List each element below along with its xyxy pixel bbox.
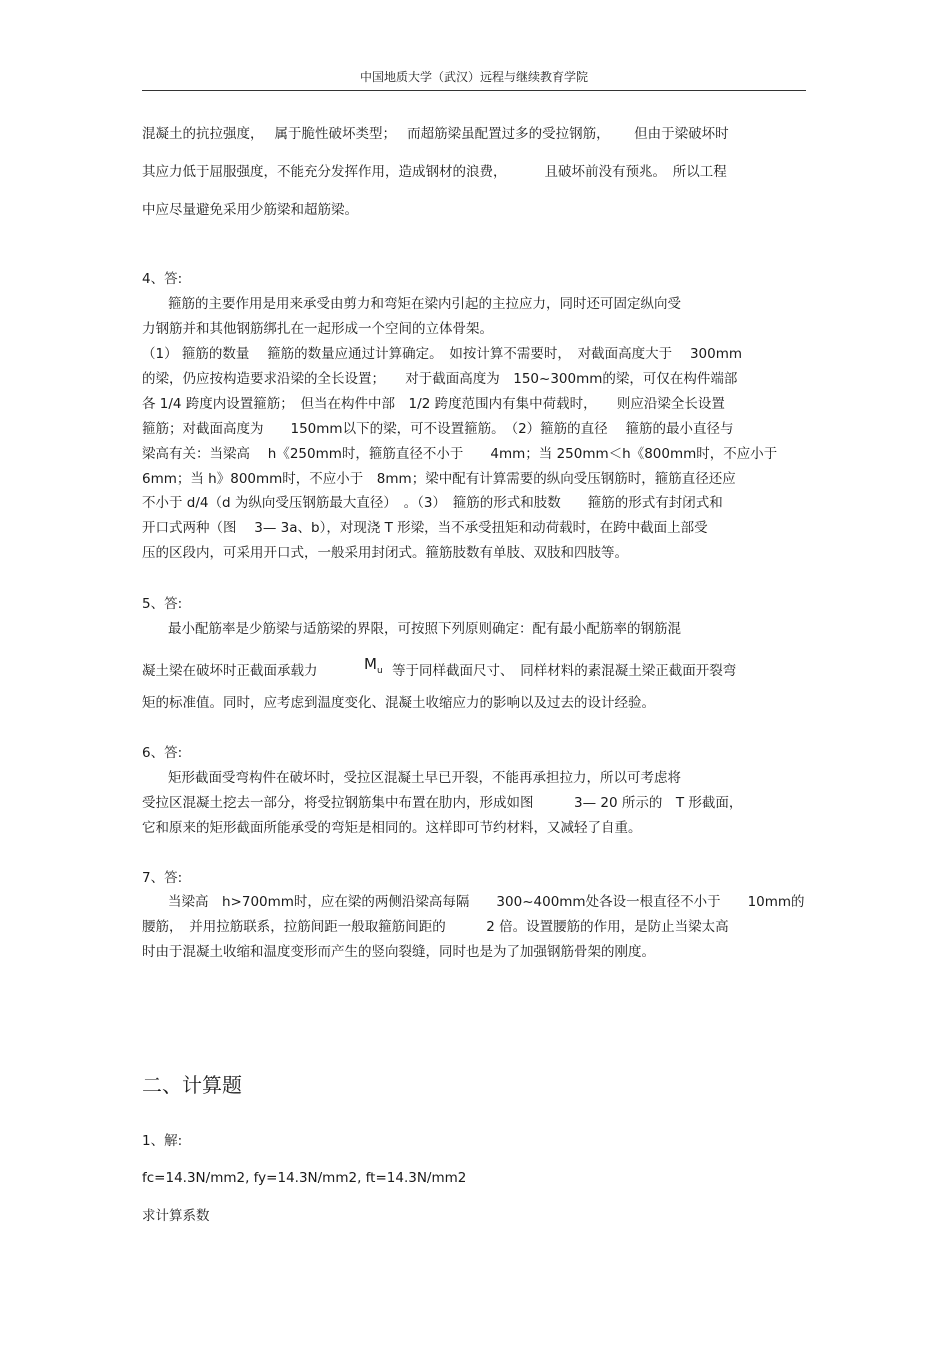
answer-4-line: 的梁，仍应按构造要求沿梁的全长设置； 对于截面高度为 150~300mm的梁，可仅在构件端部 — [142, 371, 738, 387]
question-1-heading: 1、解: — [142, 1133, 183, 1149]
answer-6-heading: 6、答: — [142, 745, 183, 761]
answer-4-line: 箍筋的主要作用是用来承受由剪力和弯矩在梁内引起的主拉应力，同时还可固定纵向受 — [168, 296, 681, 312]
answer-6-line: 它和原来的矩形截面所能承受的弯矩是相同的。这样即可节约材料，又减轻了自重。 — [142, 820, 642, 836]
answer-4-heading: 4、答: — [142, 271, 183, 287]
answer-7-line: 时由于混凝土收缩和温度变形而产生的竖向裂缝，同时也是为了加强钢筋骨架的刚度。 — [142, 944, 655, 960]
answer-7-line: 当梁高 h>700mm时，应在梁的两侧沿梁高每隔 300~400mm处各设一根直径不小于 10mm的 — [168, 894, 805, 910]
answer-7-line: 腰筋， 并用拉筋联系，拉筋间距一般取箍筋间距的 2 倍。设置腰筋的作用，是防止当梁太高 — [142, 919, 729, 935]
answer-7-heading: 7、答: — [142, 870, 183, 886]
coefficient-text: 求计算系数 — [142, 1208, 210, 1224]
header-divider — [142, 90, 806, 91]
answer-5-line: 矩的标准值。同时，应考虑到温度变化、混凝土收缩应力的影响以及过去的设计经验。 — [142, 695, 655, 711]
answer-6-line: 受拉区混凝土挖去一部分，将受拉钢筋集中布置在肋内，形成如图 3— 20 所示的 T 形截面， — [142, 795, 743, 811]
intro-line-3: 中应尽量避免采用少筋梁和超筋梁。 — [142, 202, 358, 218]
moment-symbol: $M_u$ — [364, 655, 383, 676]
answer-4-line: （1） 箍筋的数量 箍筋的数量应通过计算确定。 如按计算不需要时， 对截面高度大于 300mm — [142, 346, 743, 362]
section-title: 二、计算题 — [142, 1073, 242, 1097]
answer-5-line: 凝土梁在破坏时正截面承载力 — [142, 663, 318, 679]
intro-line-1: 混凝土的抗拉强度， 属于脆性破坏类型； 而超筋梁虽配置过多的受拉钢筋， 但由于梁破坏时 — [142, 126, 729, 142]
answer-4-line: 6mm；当 h》800mm时，不应小于 8mm；梁中配有计算需要的纵向受压钢筋时，箍筋直径还应 — [142, 471, 736, 487]
answer-5-line: 最小配筋率是少筋梁与适筋梁的界限，可按照下列原则确定：配有最小配筋率的钢筋混 — [168, 621, 681, 637]
answer-4-line: 不小于 d/4（d 为纵向受压钢筋最大直径） 。（3） 箍筋的形式和肢数 箍筋的形式有封闭式和 — [142, 495, 723, 511]
answer-6-line: 矩形截面受弯构件在破坏时，受拉区混凝土早已开裂，不能再承担拉力，所以可考虑将 — [168, 770, 681, 786]
answer-4-line: 箍筋；对截面高度为 150mm以下的梁，可不设置箍筋。 （2）箍筋的直径 箍筋的最小直径与 — [142, 421, 734, 437]
page-header: 中国地质大学（武汉）远程与继续教育学院 — [359, 70, 588, 84]
answer-4-line: 力钢筋并和其他钢筋绑扎在一起形成一个空间的立体骨架。 — [142, 321, 493, 337]
material-params: fc=14.3N/mm2, fy=14.3N/mm2, ft=14.3N/mm2 — [142, 1170, 467, 1186]
answer-4-line: 梁高有关：当梁高 h《250mm时，箍筋直径不小于 4mm；当 250mm＜h《800mm时，不应小于 — [142, 446, 778, 462]
answer-4-line: 压的区段内，可采用开口式，一般采用封闭式。箍筋肢数有单肢、双肢和四肢等。 — [142, 545, 628, 561]
answer-5-line: 等于同样截面尺寸、 同样材料的素混凝土梁正截面开裂弯 — [392, 663, 737, 679]
intro-line-2: 其应力低于屈服强度，不能充分发挥作用，造成钢材的浪费， 且破坏前没有预兆。 所以工程 — [142, 164, 727, 180]
answer-4-line: 开口式两种（图 3— 3a、b），对现浇 T 形梁，当不承受扭矩和动荷载时，在跨中截面上部受 — [142, 520, 708, 536]
answer-5-heading: 5、答: — [142, 596, 183, 612]
answer-4-line: 各 1/4 跨度内设置箍筋； 但当在构件中部 1/2 跨度范围内有集中荷载时， 则应沿梁全长设置 — [142, 396, 725, 412]
